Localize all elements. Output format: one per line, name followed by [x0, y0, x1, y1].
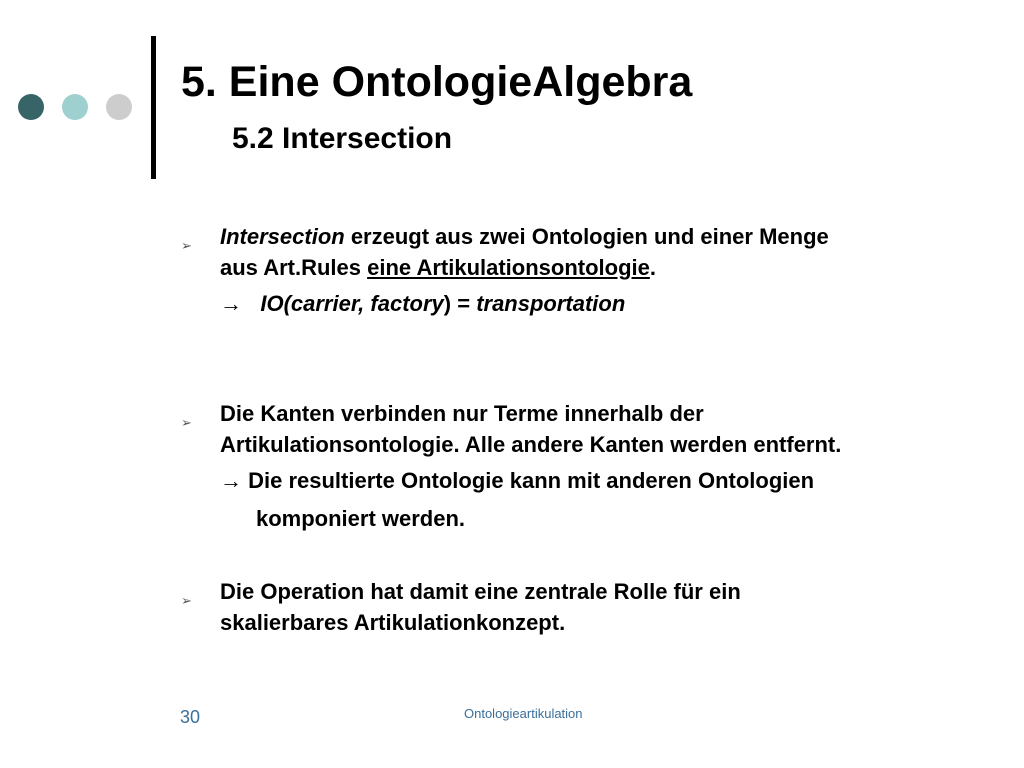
formula-equals: ) = [443, 291, 477, 316]
formula-rhs: transportation [476, 291, 626, 316]
footer-text: Ontologieartikulation [464, 706, 583, 721]
bullet-1-line-1 [220, 221, 829, 252]
bullet-2-line-3-text: Die resultierte Ontologie kann mit anderen Ontologien [242, 468, 815, 493]
bullet-arrow-icon: ➢ [181, 415, 192, 430]
dot-grey [106, 94, 132, 120]
bullet-1-line-2-text: aus Art.Rules [220, 255, 368, 280]
bullet-2-line-3 [220, 465, 814, 496]
bullet-2-line-4: komponiert werden. [256, 506, 466, 531]
page-number: 30 [180, 707, 201, 727]
bullet-1-period: . [649, 255, 657, 280]
bullet-2-line-1: Die Kanten verbinden nur Terme innerhalb der [220, 401, 704, 426]
implies-arrow-icon: → [220, 291, 242, 316]
bullet-1-line-2 [220, 252, 656, 283]
slide-title: 5. Eine OntologieAlgebra [181, 58, 693, 106]
slide-subtitle: 5.2 Intersection [232, 122, 453, 155]
articulation-ontology-term: eine Artikulationsontologie [367, 255, 650, 280]
bullet-1-formula [220, 288, 625, 319]
bullet-3-line-2: skalierbares Artikulationkonzept. [220, 610, 566, 635]
dot-dark-teal [18, 94, 44, 120]
bullet-1-line-1-text: erzeugt aus zwei Ontologien und einer Menge [344, 224, 829, 249]
bullet-3-line-1: Die Operation hat damit eine zentrale Rolle für ein [220, 579, 741, 604]
bullet-arrow-icon: ➢ [181, 593, 192, 608]
title-divider-bar [151, 36, 156, 179]
bullet-2-line-2: Artikulationsontologie. Alle andere Kanten werden entfernt. [220, 432, 842, 457]
formula-lhs: IO(carrier, factory [260, 291, 444, 316]
dot-light-teal [62, 94, 88, 120]
intersection-term: Intersection [220, 224, 345, 249]
bullet-arrow-icon: ➢ [181, 238, 192, 253]
decorative-dots [18, 94, 132, 120]
implies-arrow-icon: → [220, 468, 242, 493]
